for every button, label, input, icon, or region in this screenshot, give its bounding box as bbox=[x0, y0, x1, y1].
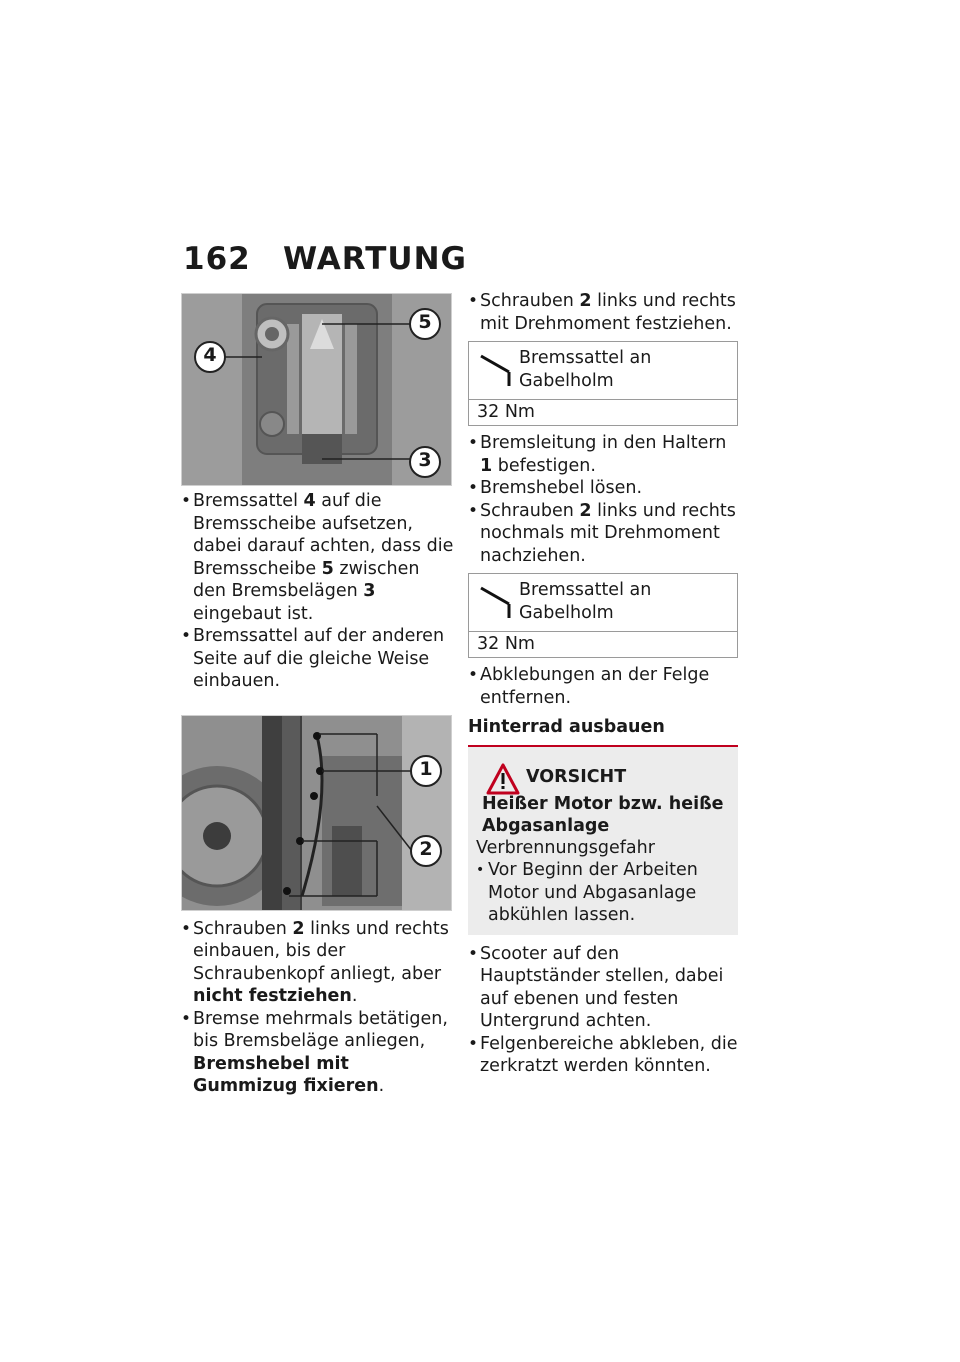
callout-5: 5 bbox=[418, 311, 432, 333]
torque-spec-table bbox=[468, 341, 738, 426]
warning-triangle-icon bbox=[486, 763, 520, 795]
step-list-1 bbox=[468, 290, 738, 335]
screw-install-list bbox=[181, 918, 454, 1098]
callout-3: 3 bbox=[418, 449, 432, 471]
torque-wrench-icon bbox=[479, 352, 513, 388]
list-item: • Schrauben 2 links und rechts mit Drehmoment festziehen. bbox=[468, 290, 738, 335]
list-item: • Vor Beginn der Arbeiten Motor und Abgasanlage abkühlen lassen. bbox=[476, 859, 730, 927]
list-item: • Scooter auf den Hauptständer stellen, dabei auf ebenen und festen Untergrund achten. bbox=[468, 943, 738, 1033]
torque-spec-table bbox=[468, 573, 738, 658]
warning-title-row bbox=[476, 755, 730, 793]
section-heading: Hinterrad ausbauen bbox=[468, 717, 665, 737]
list-item: • Schrauben 2 links und rechts einbauen, bis der Schraubenkopf anliegt, aber nicht festziehen. bbox=[181, 918, 454, 1008]
page-header bbox=[183, 241, 467, 277]
list-item: • Schrauben 2 links und rechts nochmals mit Drehmoment nachziehen. bbox=[468, 500, 738, 568]
torque-spec-value: 32 Nm bbox=[477, 402, 535, 422]
fork-caliper-figure bbox=[181, 715, 452, 911]
list-item: • Bremssattel auf der anderen Seite auf die gleiche Weise einbauen. bbox=[181, 625, 454, 693]
warning-hazard: Heißer Motor bzw. heiße Abgasanlage bbox=[482, 794, 724, 836]
warning-consequence: Verbrennungsgefahr bbox=[476, 838, 655, 858]
torque-wrench-icon bbox=[479, 584, 513, 620]
list-item: • Bremssattel 4 auf die Bremsscheibe aufsetzen, dabei darauf achten, dass die Bremsscheibe 5 zwischen den Bremsbelägen 3 eingebaut ist. bbox=[181, 490, 454, 625]
step-list-4 bbox=[468, 943, 738, 1078]
warning-actions bbox=[476, 859, 730, 927]
torque-spec-label-row bbox=[469, 342, 737, 400]
caliper-install-list bbox=[181, 490, 454, 693]
list-item: • Bremshebel lösen. bbox=[468, 477, 738, 500]
torque-spec-value: 32 Nm bbox=[477, 634, 535, 654]
page-number: 162 bbox=[183, 241, 251, 277]
list-item: • Abklebungen an der Felge entfernen. bbox=[468, 664, 738, 709]
page-title: WARTUNG bbox=[283, 241, 467, 277]
list-item: • Bremse mehrmals betätigen, bis Bremsbeläge anliegen, Bremshebel mit Gummizug fixieren. bbox=[181, 1008, 454, 1098]
torque-spec-label: Bremssattel an Gabelholm bbox=[519, 580, 652, 623]
torque-spec-label-row bbox=[469, 574, 737, 632]
brake-caliper-figure bbox=[181, 293, 452, 486]
warning-body bbox=[476, 793, 730, 927]
callout-1: 1 bbox=[419, 757, 433, 780]
warning-box bbox=[468, 747, 738, 935]
torque-spec-label: Bremssattel an Gabelholm bbox=[519, 348, 652, 391]
list-item: • Felgenbereiche abkleben, die zerkratzt werden könnten. bbox=[468, 1033, 738, 1078]
warning-title: VORSICHT bbox=[526, 767, 627, 787]
step-list-3 bbox=[468, 664, 738, 709]
step-list-2 bbox=[468, 432, 738, 567]
callout-2: 2 bbox=[419, 837, 433, 860]
list-item: • Bremsleitung in den Haltern 1 befestigen. bbox=[468, 432, 738, 477]
left-column bbox=[181, 293, 454, 1098]
callout-4: 4 bbox=[203, 344, 217, 366]
right-column bbox=[468, 290, 738, 1078]
